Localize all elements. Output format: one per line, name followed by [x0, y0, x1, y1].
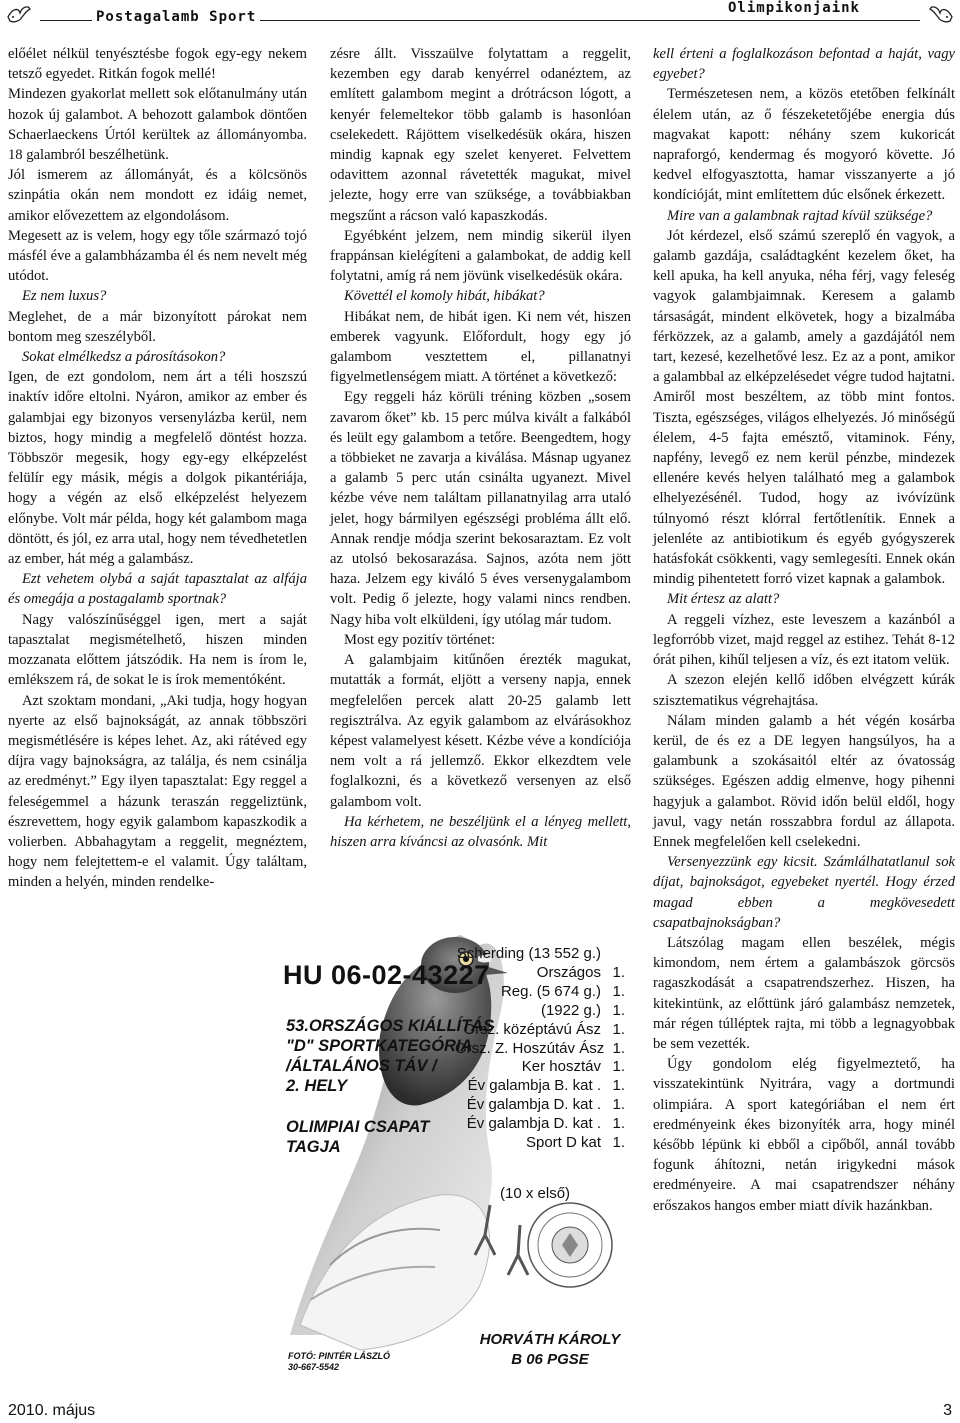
result-label: (1922 g.) — [540, 1001, 601, 1019]
result-label: Orsz. középtávú Ász — [463, 1020, 601, 1038]
paragraph: Ha kérhetem, ne beszéljünk el a lényeg mellett, hiszen arra kíváncsi az olvasónk. Mit — [330, 813, 631, 850]
team-line: TAGJA — [286, 1138, 341, 1156]
paragraph: Ezt vehetem olybá a saját tapasztalat az alfája és omegája a postagalamb sportnak? — [8, 571, 307, 608]
result-label: Sport D kat — [525, 1134, 601, 1152]
results-list — [455, 945, 625, 1153]
result-label: Reg. (5 674 g.) — [500, 982, 601, 1000]
paragraph: Ez nem luxus? — [22, 288, 107, 305]
result-row — [455, 1115, 625, 1134]
exhibition-line: "D" SPORTKATEGÓRIA — [286, 1037, 473, 1055]
result-place: 1. — [612, 1115, 625, 1133]
result-label: Országos — [536, 963, 601, 981]
paragraph: Látszólag magam ellen beszélek, mégis kimondom, nem értem a galambászok görcsös ragaszkodását a csapatrendszerhez. Hiszen, ha kitekintünk, az előttünk járó galambász nemzetek, már régen túlléptek rajta, mi több a legnagyobbak be sem vezették. — [653, 934, 955, 1052]
paragraph: Természetesen nem, a közös etetőben felkínált élelem után, az ő fészeketetőjébe energia dús magvakat kapott: néhány szem kukoricát napraforgó, kendermag és mogyoró követte. Jó kedvel elfogyasztotta, hamar visszanyerte a jó kondícióját, mint említettem dúc elsőnek érkezett. — [653, 86, 955, 204]
paragraph: Jól ismerem az állományát, és a kölcsönös szinpátia okán nem mondott ez idáig nemet, amikor elővezettem az elgondolásom. — [8, 167, 307, 224]
dove-left-icon — [6, 3, 32, 25]
result-place: 1. — [612, 1134, 625, 1152]
paragraph: előélet nélkül tenyésztésbe fogok egy-egy nekem tetsző egyedet. Ritkán fogok mellé! — [8, 46, 307, 83]
article-column-2 — [330, 44, 631, 852]
paragraph: A reggeli vízhez, este leveszem a kazánból a legforróbb vizet, majd reggel az estihez. Tehát 8-12 órát pihen, kihűl teljesen a víz, és ezt itatom velük. — [653, 611, 955, 669]
result-place: 1. — [612, 1020, 625, 1038]
result-row — [455, 1058, 625, 1077]
result-place: 1. — [612, 982, 625, 1000]
paragraph: kell érteni a foglalkozáson befontad a haját, vagy egyebet? — [653, 46, 955, 83]
photographer-credit — [288, 1351, 390, 1373]
result-label: Scherding (13 552 g.) — [456, 945, 601, 962]
exhibition-line: 2. HELY — [286, 1077, 348, 1095]
paragraph: Megesett az is velem, hogy egy tőle származó tojó másfél éve a galambházamba él és nem nevelt még utódot. — [8, 227, 307, 285]
paragraph: Igen, de ezt gondolom, nem árt a téli hoszszú inaktív időre eltolni. Nyáron, amikor az ember és galambjai egy bizonyos versenylázba kerül, nem biztos, hogy mindig a megfelelő döntést hozza. Többször megesik, hogy egy-egy elképzelést felülír egy másik, mégis a dolgok pikantériája, hogy a végén az első elképzelést helyezem előnybe. Volt már példa, hogy két galambom maga döntött, és jól, ez arra utal, hogy nem tévedhetetlen az ember, hát még a galambász. — [8, 369, 307, 568]
paragraph: Most egy pozitív történet: — [344, 631, 496, 648]
article-column-1 — [8, 44, 307, 893]
team-caption — [286, 1117, 429, 1157]
result-place: 1. — [612, 963, 625, 981]
paragraph: Mire van a galambnak rajtad kívül szüksége? — [667, 207, 933, 224]
result-row — [455, 1134, 625, 1153]
result-row — [455, 1096, 625, 1115]
header-right-title: Olimpikonjaink — [724, 0, 864, 16]
paragraph: Mindezen gyakorlat mellett sok előtanulmány után hozok új galambot. A behozott galambok döntően Schaerlaeckens Úrtól kerültek az állományomba. 18 galambról beszélhetünk. — [8, 86, 307, 164]
article-column-3 — [653, 44, 955, 1216]
photographer-name: FOTÓ: PINTÉR LÁSZLÓ — [288, 1351, 390, 1361]
result-row — [455, 1002, 625, 1021]
owner-club: B 06 PGSE — [511, 1351, 589, 1368]
paragraph: Követtél el komoly hibát, hibákat? — [344, 288, 545, 305]
paragraph: Azt szoktam mondani, „Aki tudja, hogy hogyan nyerte az első bajnokságát, az annak többszöri megismétlésére is képes lehet. Az, aki rátéved egy díjra vagy bajnokságra, az találja, és nem csinálja az eredményt.” Egy ilyen tapasztalat: Egy reggel a feleségemmel a házunk teraszán reggeliztünk, észrevettem, hogy egyik galambom kapaszkodik a volierben. Abbahagytam a reggelit, megnéztem, hogy nem felejtettem-e el valamit. Úgy találtam, minden a helyén, minden rendelke- — [8, 692, 307, 891]
paragraph: Hibákat nem, de hibát igen. Ki nem vét, hiszen emberek vagyunk. Előfordult, hogy egy jó galambom vesztettem el, pillanatnyi figyelmetlenségem miatt. A történet a következő: — [330, 308, 631, 386]
paragraph: zésre állt. Visszaülve folytattam a reggelit, kezemben egy darab kenyérrel odanéztem, az említett galambom megint a drótrácson lógott, a kenyér felemeltekor több galamb is hasonlóan cselekedett. Rájöttem viselkedésük okára, hiszen mindig kapnak egy szelet kenyeret. Felvettem odavittem azonnal rávetették magukat, mivel jelezte, hogy erre van szüksége, a továbbiakban megszűnt a rácson való kapaszkodás. — [330, 46, 631, 224]
exhibition-line: 53.ORSZÁGOS KIÁLLÍTÁS — [286, 1017, 495, 1035]
ring-number: HU 06-02-43227 — [283, 960, 490, 990]
result-row — [455, 945, 625, 964]
paragraph: A galambjaim kitűnően érezték magukat, mutatták a formát, eljött a verseny napja, ennek megfelelően percek alatt 20-25 galamb lett regisztrálva. Az egyik galambom az elvárásokhoz képest valamelyest késett. Kézbe véve a kondíciója nem volt a rá jellemző. Ekkor elkezdtem vele foglalkozni, és a következő versenyen az első galambom volt. — [330, 652, 631, 810]
result-place: 1. — [612, 1077, 625, 1095]
owner-name: HORVÁTH KÁROLY — [479, 1331, 621, 1348]
paragraph: Versenyezzünk egy kicsit. Számlálhatatlanul sok díjat, bajnokságot, egyebeket nyertél. Hogy érzed magad ebben a megkövesedett csapatbajnokságban? — [653, 854, 955, 931]
result-label: Ker hosztáv — [521, 1058, 601, 1076]
paragraph: Jót kérdezel, első számú szereplő én vagyok, a galamb gazdája, családtagként kezelem őket, ha kell apuka, ha kell anyuka, néha férj, vagy feleség vagyok galambjaimnak. Keresem a galamb társaságát, mindent elkövetek, hogy a bizalmába férközzek, az a galamb, amely a gazdájától nem tart, kezesé, kezelhetővé lesz. Ez az a pont, amikor a galambbal az elképzelésedet végre tudod hajtatni. Amiről most beszéltem, az több mint fontos. Tiszta, egészséges, világos elhelyezés. Jó minőségű élelem, 4-5 fajta emésztő, vitaminok. Fény, napfény, levegő ez nem kerül pénzbe, mindezek ellenére kevés helyen található meg a galambok elhelyezésénél. Tudod, hogy az ivóvízünk túlnyomó részt klórral fertőtlenítik. Ennek a jelenléte az antibiotikum és egyéb gyógyszerek hatásfokát csökkenti, vagy semlegesíti. Ennek okán mindig pihentetett forró vizet kapnak a galambok. — [653, 227, 955, 588]
result-place: 1. — [612, 1058, 625, 1076]
result-label: Év galambja B. kat . — [467, 1077, 601, 1095]
result-label: Év galambja D. kat . — [466, 1096, 601, 1114]
footer-page-number: 3 — [943, 1402, 952, 1419]
result-place: 1. — [612, 1096, 625, 1114]
result-row — [455, 964, 625, 983]
paragraph: Egy reggeli ház körüli tréning közben „sosem zavarom őket” kb. 15 perc múlva kivált a falkából és leült egy galambom a tetőre. Beengedtem, hogy a többieket ne zavarja a kiválása. Másnap ugyanez a galamb 5 perc után csinálta ugyanezt. Mivel kézbe véve nem találtam pillanatnyilag arra utaló jelet, hogy bármilyen egészségi probléma állt elő. Annak rendje módja szerint bekosaraztam. Ez volt az utolsó bekosarazása. Sajnos, azóta nem jött haza. Jelzem egy kiváló 5 éves versenygalambom volt. Pedig ő jelezte, hogy valami nincs rendben. Nagy hiba volt elküldeni, így utólag már tudom. — [330, 389, 631, 628]
result-label: Év galambja D. kat . — [466, 1115, 601, 1133]
result-label: Orsz. Z. Hoszútáv Ász — [455, 1039, 605, 1057]
result-place: 1. — [612, 1001, 625, 1019]
result-row — [455, 1040, 625, 1059]
exhibition-line: /ÁLTALÁNOS TÁV / — [286, 1057, 437, 1075]
footer-date: 2010. május — [8, 1402, 96, 1419]
result-place — [601, 945, 625, 964]
result-row — [455, 1077, 625, 1096]
paragraph: Mit értesz az alatt? — [667, 591, 780, 608]
dove-right-icon — [928, 3, 954, 25]
result-row — [455, 1021, 625, 1040]
results-note: (10 x első) — [500, 1185, 571, 1202]
paragraph: Nálam minden galamb a hét végén kosárba kerül, de és ez a DE legyen hangsúlyos, ha a galambunk a szokásaitól eltér az óvatosság szükséges. Egészen addig elmenve, hogy pihenni hagyjuk a galambot. Rövid időn belül eldől, hogy javul, vagy netán rosszabbra fordul az állapota. Ennek megfelelően kell cselekedni. — [653, 712, 955, 850]
paragraph: Nagy valószínűséggel igen, mert a saját tapasztalat megismételhető, hiszen minden mozzanata előttem játszódik. Ha nem is írom le, emlékszem rá, de sokat le is írok mementóként. — [8, 611, 307, 689]
owner-caption — [470, 1330, 630, 1370]
result-row — [455, 983, 625, 1002]
photographer-phone: 30-667-5542 — [288, 1362, 340, 1372]
page-header — [0, 0, 960, 40]
paragraph: Úgy gondolom elég figyelmeztető, ha visszatekintünk Nyitrára, vagy a dortmundi olimpiára. A sport kategóriában el nem ért eredményeink ékes bizonyíték arra, hogy minél később lépünk ki ebből a cipőből, annál tovább fogunk áhítozni, netán irigykedni mások eredményeire. A mai csapatrendszer néhány erőszakos hangos ember miatt dívik hazánkban. — [653, 1056, 955, 1214]
header-left-title: Postagalamb Sport — [92, 9, 260, 25]
paragraph: A szezon elején kellő időben elvégzett kúrák szisztematikus végrehajtása. — [653, 672, 955, 709]
paragraph: Meglehet, de a már bizonyított párokat nem bontom meg szeszélyből. — [8, 308, 307, 345]
paragraph: Egyébként jelzem, nem mindig sikerül ilyen frappánsan kielégíteni a galambokat, de addig kell folytatni, amíg rá nem jövünk viselkedésük okára. — [330, 227, 631, 285]
paragraph: Sokat elmélkedsz a párosításokon? — [22, 349, 226, 366]
team-line: OLIMPIAI CSAPAT — [286, 1118, 430, 1136]
result-place: 1. — [612, 1039, 625, 1057]
